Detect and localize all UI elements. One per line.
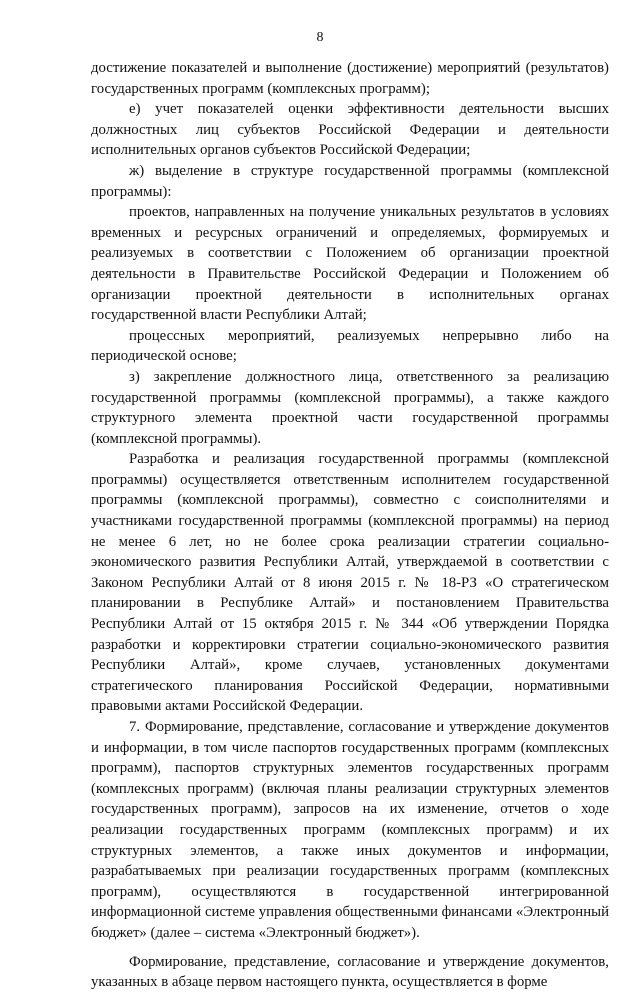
- paragraph-projects: проектов, направленных на получение уникальных результатов в условиях временных и ресурсных ограничений и определяемых, формируемых и реализуемых в соответствии с Положением об организации проектной деятельности в Правительстве Российской Федерации и Положением об организации проектной деятельности в исполнительных органах государственной власти Республики Алтай;: [91, 204, 609, 324]
- document-body: [91, 58, 609, 993]
- page-number: 8: [316, 30, 324, 45]
- paragraph-section-7: 7. Формирование, представление, согласование и утверждение документов и информации, в том числе паспортов государственных программ (комплексных программ), паспортов структурных элементов государственных программ (комплексных программ) (включая планы реализации структурных элементов государственных программ), запросов на их изменение, отчетов о ходе реализации государственных программ (комплексных программ) и их структурных элементов, а также иных документов и информации, разрабатываемых при реализации государственных программ (комплексных программ), осуществляются в государственной интегрированной информационной системе управления общественными финансами «Электронный бюджет» (далее – система «Электронный бюджет»).: [91, 719, 609, 941]
- paragraph-continuation: достижение показателей и выполнение (достижение) мероприятий (результатов) государственных программ (комплексных программ);: [91, 60, 609, 97]
- paragraph-development-implementation: Разработка и реализация государственной программы (комплексной программы) осуществляется ответственным исполнителем государственной программы (комплексной программы), совместно с соисполнителями и участниками государственной программы (комплексной программы) на период не менее 6 лет, но не более срока реализации стратегии социально-экономического развития Республики Алтай, утверждаемой в соответствии с Законом Республики Алтай от 8 июня 2015 г. № 18-РЗ «О стратегическом планировании в Республике Алтай» и постановлением Правительства Республики Алтай от 15 октября 2015 г. № 344 «Об утверждении Порядка разработки и корректировки стратегии социально-экономического развития Республики Алтай», кроме случаев, установленных документами стратегического планирования Российской Федерации, нормативными правовыми актами Российской Федерации.: [91, 451, 609, 715]
- paragraph-item-zh: ж) выделение в структуре государственной программы (комплексной программы):: [91, 162, 609, 200]
- paragraph-process-activities: процессных мероприятий, реализуемых непрерывно либо на периодической основе;: [91, 327, 609, 365]
- paragraph-item-e: е) учет показателей оценки эффективности деятельности высших должностных лиц субъектов Российской Федерации и деятельности исполнительных органов субъектов Российской Федерации;: [91, 101, 609, 159]
- paragraph-formation: Формирование, представление, согласование и утверждение документов, указанных в абзаце первом настоящего пункта, осуществляется в форме: [91, 953, 609, 991]
- paragraph-item-z: з) закрепление должностного лица, ответственного за реализацию государственной программы (комплексной программы), а также каждого структурного элемента проектной части государственной программы (комплексной программы).: [91, 368, 609, 447]
